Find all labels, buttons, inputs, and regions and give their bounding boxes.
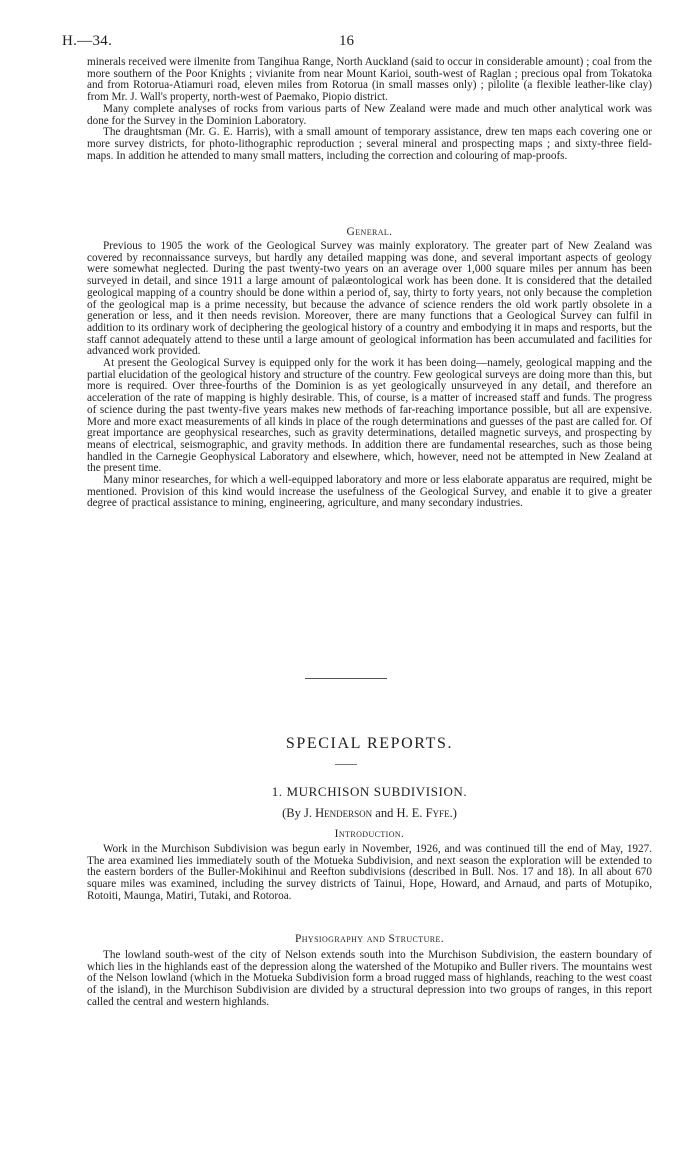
- page-number: 16: [339, 33, 354, 49]
- authors-suffix: .): [449, 806, 457, 820]
- section-heading-introduction: Introduction.: [334, 828, 405, 840]
- paragraph: At present the Geological Survey is equipped only for the work it has been doing—namely, geological mapping and the partial elucidation of the geological history and structure of the country. Few geological surveys are doing more than this, but more is required. Over three-fourths of the Dominion is as yet geologically unsurveyed in any detail, and therefore an acceleration of the rate of mapping is highly desirable. This, of course, is a matter of increased staff and funds. The progress of science during the past twenty-five years makes new methods of far-reaching importance possible, but all are expensive. More and more exact measurements of all kinds in place of the rough determinations and guesses of the past are called for. Of great importance are geophysical researches, such as gravity determinations, detailed magnetic surveys, and prospecting by means of electrical, seismographic, and gravity methods. In addition there are fundamental researches, such as those being handled in the Carnegie Geophysical Laboratory and elsewhere, which, however, need not be attempted in New Zealand at the present time.: [87, 357, 652, 475]
- paragraph: The lowland south-west of the city of Nelson extends south into the Murchison Subdivision, the eastern boundary of which lies in the highlands east of the depression along the watershed of the Motupiko and Buller rivers. The mountains west of the Nelson lowland (which in the Motueka Subdivision form a broad rugged mass of highlands, reaching to the west coast of the island), in the Murchison Subdivision are divided by a structural depression into two groups of ranges, in this report called the central and western highlands.: [87, 949, 652, 1008]
- author-name: Henderson: [315, 806, 373, 820]
- section-heading-general: General.: [346, 226, 393, 238]
- section-divider: [305, 678, 387, 679]
- title-divider: [335, 764, 357, 765]
- report-reference: H.—34.: [62, 33, 113, 49]
- special-reports-title: SPECIAL REPORTS.: [285, 735, 454, 752]
- authors-line: [87, 806, 652, 821]
- paragraph: Work in the Murchison Subdivision was begun early in November, 1926, and was continued till the end of May, 1927. The area examined lies immediately south of the Motueka Subdivision, and next season the exploration will be extended to the eastern borders of the Buller-Mokihinui and Reefton subdivisions (described in Bull. Nos. 17 and 18). In all about 670 square miles was examined, including the survey districts of Tainui, Hope, Howard, and Arnaud, and parts of Motupiko, Rotoiti, Maunga, Matiri, Tutaki, and Rotoroa.: [87, 843, 652, 902]
- authors-mid: and H. E.: [372, 806, 426, 820]
- physiography-text-block: [87, 950, 652, 1009]
- paragraph: Many complete analyses of rocks from various parts of New Zealand were made and much other analytical work was done for the Survey in the Dominion Laboratory.: [87, 102, 652, 127]
- authors-prefix: (By J.: [282, 806, 316, 820]
- intro-text-block: [87, 57, 652, 162]
- author-name: Fyfe: [425, 806, 450, 820]
- paragraph: The draughtsman (Mr. G. E. Harris), with a small amount of temporary assistance, drew ten maps each covering one or more survey districts, for photo-lithographic reproduction ; several mineral and prospecting maps ; and sixty-three field-maps. In addition he attended to many small matters, including the correction and colouring of map-proofs.: [87, 126, 652, 162]
- introduction-text-block: [87, 844, 652, 903]
- section-heading-physiography: Physiography and Structure.: [294, 933, 445, 945]
- paragraph: minerals received were ilmenite from Tangihua Range, North Auckland (said to occur in considerable amount) ; coal from the more southern of the Poor Knights ; vivianite from near Mount Karioi, south-west of Raglan ; precious opal from Tokatoka and from Rotorua-Atiamuri road, eleven miles from Rotorua (in small masses only) ; pilolite (a flexible leather-like clay) from Mr. J. Wall's property, north-west of Paemako, Piopio district.: [87, 56, 652, 104]
- paragraph: Previous to 1905 the work of the Geological Survey was mainly exploratory. The greater part of New Zealand was covered by reconnaissance surveys, but hardly any detailed mapping was done, and several important aspects of geology were somewhat neglected. During the past twenty-two years on an average over 1,000 square miles per annum has been surveyed in detail, and since 1911 a large amount of palæontological work has been done. It is considered that the detailed geological mapping of a country should be done within a period of, say, thirty to forty years, not only because the completion of the geological map is a prime necessity, but because the advance of science renders the old work partly obsolete in a generation or less, and it then needs revision. Moreover, there are many functions that a Geological Survey can fulfil in addition to its ordinary work of deciphering the geological history of a country and embodying it in maps and resports, but the staff cannot adequately attend to these until a large amount of geological information has been accumulated and facilities for advanced work provided.: [87, 240, 652, 358]
- general-text-block: [87, 241, 652, 510]
- subdivision-title: 1. MURCHISON SUBDIVISION.: [271, 784, 468, 799]
- paragraph: Many minor researches, for which a well-equipped laboratory and more or less elaborate apparatus are required, might be mentioned. Provision of this kind would increase the usefulness of the Geological Survey, and enable it to give a greater degree of practical assistance to mining, engineering, agriculture, and many secondary industries.: [87, 474, 652, 510]
